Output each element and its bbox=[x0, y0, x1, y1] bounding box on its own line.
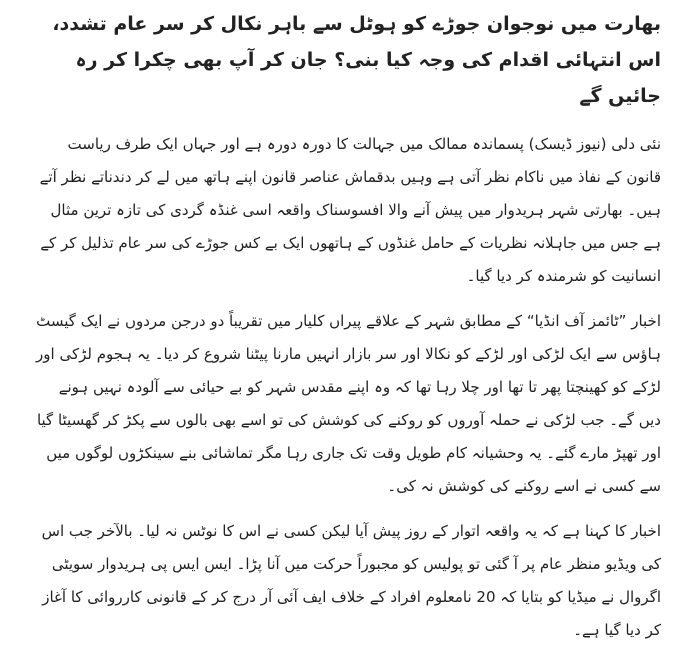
article-paragraph-2: اخبار ”ٹائمز آف انڈیا“ کے مطابق شہر کے علاقے پیراں کلیار میں تقریباً دو درجن مردوں نے ایک گیسٹ ہاؤس سے ایک لڑکی اور لڑکے کو نکالا اور سر بازار انہیں مارنا پیٹنا شروع کر دیا۔ یہ ہجوم لڑکی اور لڑکے کو کھینچتا پھر تا تھا اور چلا رہا تھا کہ وہ اپنے مقدس شہر کو بے حیائی سے آلودہ نہیں ہونے دیں گے۔ جب لڑکی نے حملہ آوروں کو روکنے کی کوشش کی تو اسے بھی بالوں سے پکڑ کر گھسیٹا گیا اور تھپڑ مارے گئے۔ یہ وحشیانہ کام طویل وقت تک جاری رہا مگر تماشائی بنے سینکڑوں لوگوں میں سے کسی نے اسے روکنے کی کوشش نہ کی۔ bbox=[36, 312, 661, 495]
article-paragraph-3: اخبار کا کہنا ہے کہ یہ واقعہ اتوار کے روز پیش آیا لیکن کسی نے اس کا نوٹس نہ لیا۔ بالآخر جب اس کی ویڈیو منظر عام پر آ گئی تو پولیس کو مجبوراً حرکت میں آنا پڑا۔ ایس ایس پی ہریدوار سویٹی اگروال نے میڈیا کو بتایا کہ 20 نامعلوم افراد کے خلاف ایف آئی آر درج کر کے قانونی کارروائی کا آغاز کر دیا گیا ہے۔ bbox=[41, 522, 661, 639]
article-paragraph-1: نئی دلی (نیوز ڈیسک) پسماندہ ممالک میں جہالت کا دورہ دورہ ہے اور جہاں ایک طرف ریاست قانون کے نفاذ میں ناکام نظر آتی ہے وہیں بدقماش عناصر قانون اپنے ہاتھ میں لے کر دندناتے نظر آتے ہیں۔ بھارتی شہر ہریدوار میں پیش آنے والا افسوسناک واقعہ اسی غنڈہ گردی کی تازہ ترین مثال ہے جس میں جاہلانہ نظریات کے حامل غنڈوں کے ہاتھوں ایک بے کس جوڑے کی سر عام تذلیل کر کے انسانیت کو شرمندہ کر دیا گیا۔ bbox=[39, 135, 661, 285]
article-headline: بھارت میں نوجوان جوڑے کو ہوٹل سے باہر نکال کر سر عام تشدد، اس انتہائی اقدام کی وجہ کیا بنی؟ جان کر آپ بھی چکرا کر رہ جائیں گے bbox=[52, 13, 661, 107]
